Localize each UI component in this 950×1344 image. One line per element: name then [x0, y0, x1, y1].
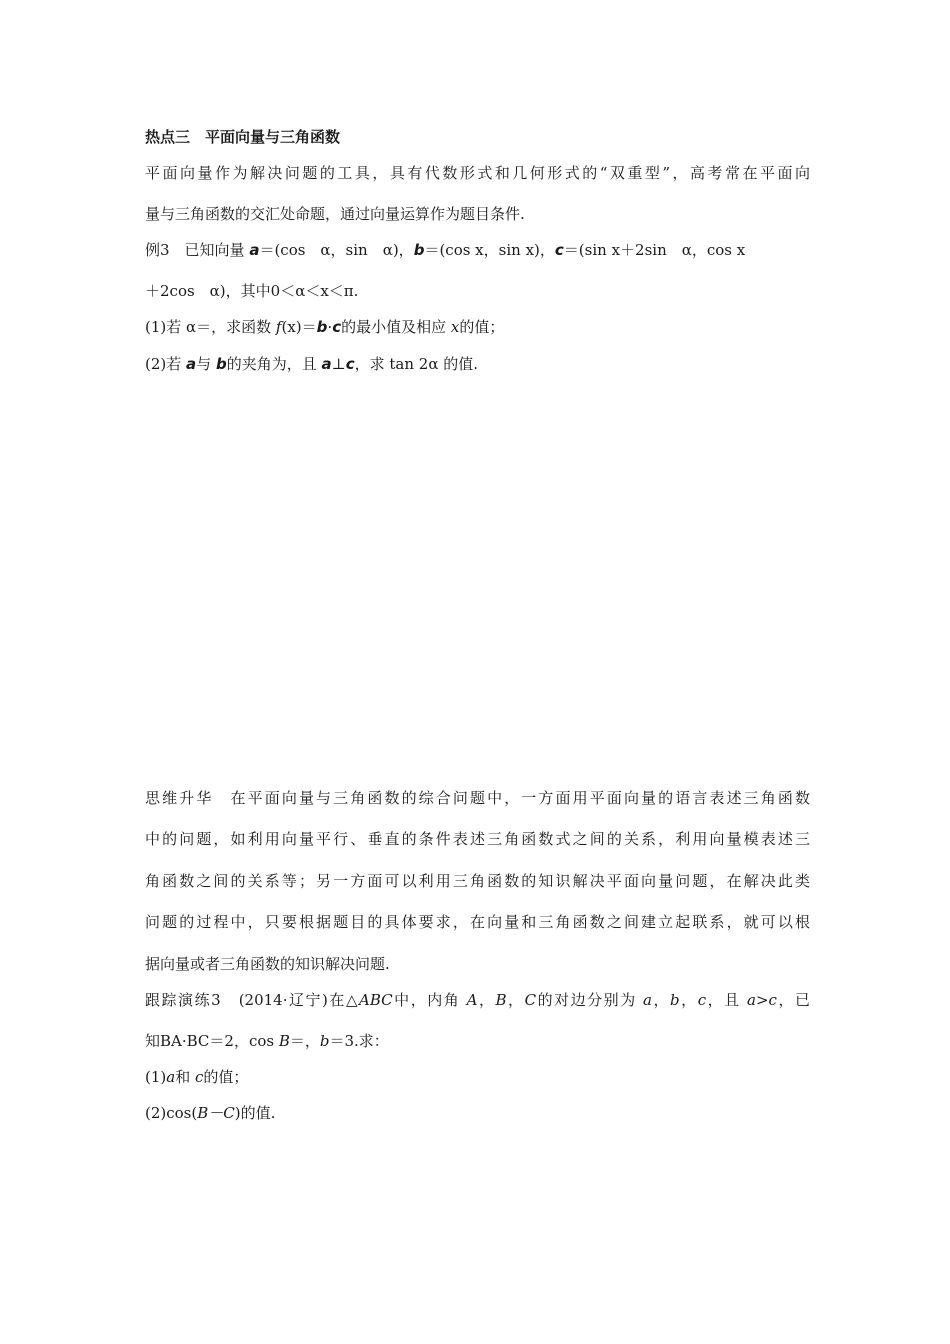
q2-b: b — [215, 355, 227, 373]
pq1-suffix: 的值； — [203, 1068, 249, 1086]
example-lead: 例3 已知向量 — [145, 241, 250, 259]
condition-a-gt-c: a>c — [747, 991, 777, 1009]
practice-line-1 — [145, 990, 810, 1010]
q2-perp: ⊥ — [331, 355, 346, 373]
q1-c: c — [332, 318, 342, 336]
q1-dot: · — [327, 318, 333, 336]
sep1: ， — [477, 991, 496, 1009]
vector-c: c — [554, 241, 564, 259]
sep3: ， — [651, 991, 671, 1009]
insight-line-3: 角函数之间的关系等；另一方面可以利用三角函数的知识解决平面向量问题，在解决此类 — [145, 872, 810, 890]
practice-mid3: ，且 — [706, 991, 747, 1009]
q2-mid2: 的夹角为，且 — [226, 355, 322, 373]
q2-c: c — [345, 355, 355, 373]
q1-b: b — [316, 318, 328, 336]
vector-b: b — [413, 241, 425, 259]
pq2-expr: B－C — [197, 1104, 235, 1122]
sep2: ， — [506, 991, 525, 1009]
pq1-mid: 和 — [175, 1068, 195, 1086]
example-line-2: ＋2cos α)，其中0＜α＜x＜π. — [145, 282, 359, 300]
practice-question-1 — [145, 1067, 810, 1087]
pq2-suffix: )的值. — [234, 1104, 276, 1122]
vector-c-def: ＝(sin x＋2sin α，cos x — [563, 241, 746, 259]
pq1-c: c — [194, 1068, 204, 1086]
q1-suffix2: 的值； — [459, 318, 505, 336]
section-heading: 热点三 平面向量与三角函数 — [145, 128, 341, 146]
insight-line-4: 问题的过程中，只要根据题目的具体要求，在向量和三角函数之间建立起联系，就可以根 — [145, 913, 810, 931]
angle-b2: B — [278, 1032, 290, 1050]
practice-mid: 中，内角 — [392, 991, 467, 1009]
practice-line2-mid: ＝， — [289, 1032, 320, 1050]
q2-a: a — [186, 355, 197, 373]
example-question-1 — [145, 317, 810, 337]
side-b: b — [670, 991, 680, 1009]
vector-a-def: ＝(cos α，sin α)， — [259, 241, 414, 259]
side-b2: b — [319, 1032, 330, 1050]
sep4: ， — [679, 991, 698, 1009]
practice-end: ，已 — [776, 991, 810, 1009]
practice-line2-lead: 知BA·BC＝2，cos — [145, 1032, 279, 1050]
angle-c: C — [524, 991, 537, 1009]
q1-prefix: (1)若 α＝，求函数 — [145, 318, 276, 336]
side-a: a — [643, 991, 652, 1009]
triangle-abc: ABC — [359, 991, 393, 1009]
insight-line-1: 思维升华 在平面向量与三角函数的综合问题中，一方面用平面向量的语言表述三角函数 — [145, 789, 810, 807]
angle-a: A — [466, 991, 478, 1009]
practice-lead: 跟踪演练3 (2014·辽宁)在△ — [145, 991, 360, 1009]
pq1-a: a — [166, 1068, 176, 1086]
q1-x: (x) — [281, 318, 302, 336]
insight-line-5: 据向量或者三角函数的知识解决问题. — [145, 955, 390, 973]
pq2-prefix: (2)cos( — [145, 1104, 198, 1122]
q1-xvar: x — [450, 318, 460, 336]
angle-b: B — [495, 991, 507, 1009]
example-question-2 — [145, 354, 810, 374]
side-c: c — [697, 991, 707, 1009]
q2-a2: a — [321, 355, 332, 373]
q1-eq: ＝ — [301, 318, 317, 336]
intro-line-1: 平面向量作为解决问题的工具，具有代数形式和几何形式的“双重型”，高考常在平面向 — [145, 164, 810, 182]
q1-f: f — [275, 318, 282, 336]
insight-line-2: 中的问题，如利用向量平行、垂直的条件表述三角函数式之间的关系，利用向量模表述三 — [145, 830, 810, 848]
q1-suffix1: 的最小值及相应 — [341, 318, 451, 336]
practice-mid2: 的对边分别为 — [536, 991, 644, 1009]
q2-suffix: ，求 tan 2α 的值. — [354, 355, 478, 373]
intro-line-2: 量与三角函数的交汇处命题，通过向量运算作为题目条件. — [145, 205, 525, 223]
practice-line2-end: ＝3.求： — [329, 1032, 389, 1050]
practice-line-2 — [145, 1031, 810, 1051]
vector-b-def: ＝(cos x，sin x)， — [424, 241, 555, 259]
q2-prefix: (2)若 — [145, 355, 187, 373]
pq1-prefix: (1) — [145, 1068, 167, 1086]
q2-mid: 与 — [196, 355, 216, 373]
vector-a: a — [249, 241, 260, 259]
practice-question-2 — [145, 1103, 810, 1123]
example-line-1 — [145, 240, 810, 260]
